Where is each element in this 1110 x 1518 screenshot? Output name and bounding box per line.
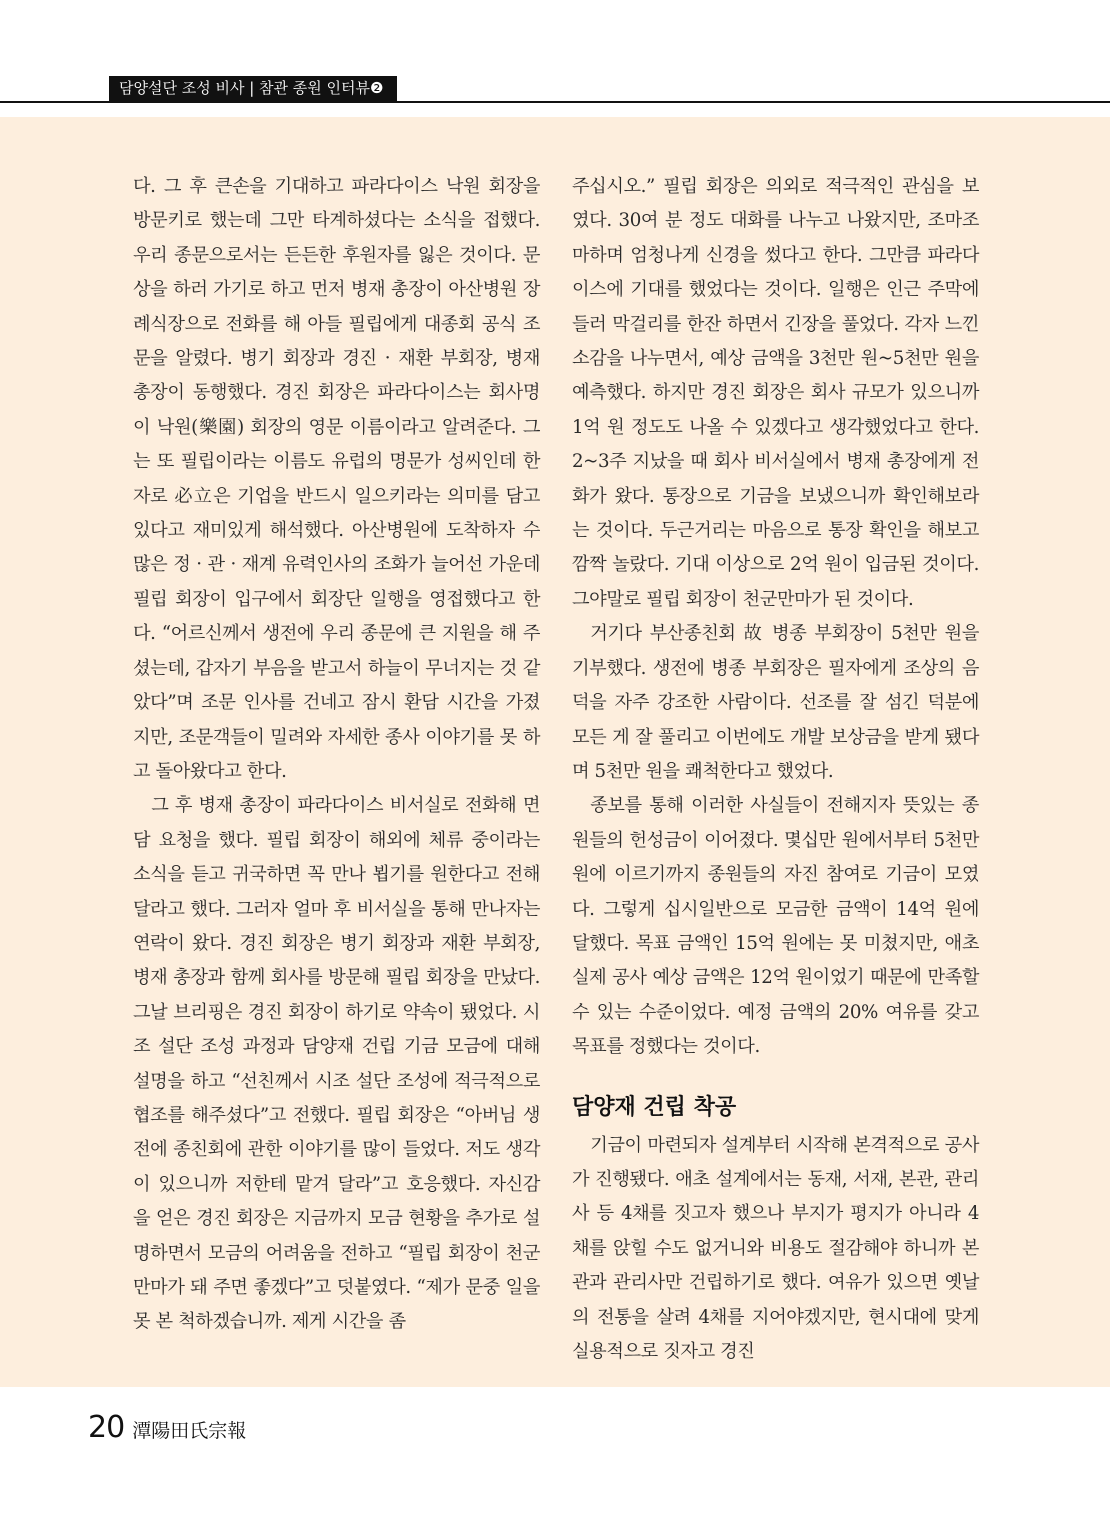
header-rule <box>0 101 1110 103</box>
paragraph: 거기다 부산종친회 故 병종 부회장이 5천만 원을 기부했다. 생전에 병종 부회장은 필자에게 조상의 음덕을 자주 강조한 사람이다. 선조를 잘 섬긴 덕분에 모든 게 잘 풀리고 이번에도 개발 보상금을 받게 됐다며 5천만 원을 쾌척한다고 했었다. <box>572 623 979 782</box>
section-heading: 담양재 건립 착공 <box>572 1094 737 1120</box>
paragraph: 그 후 병재 총장이 파라다이스 비서실로 전화해 면담 요청을 했다. 필립 회장이 해외에 체류 중이라는 소식을 듣고 귀국하면 꼭 만나 뵙기를 원한다고 전해 달라고 했다. 그러자 얼마 후 비서실을 통해 만나자는 연락이 왔다. 경진 회장은 병기 회장과 재환 부회장, 병재 총장과 함께 회사를 방문해 필립 회장을 만났다. 그날 브리핑은 경진 회장이 하기로 약속이 됐었다. 시조 설단 조성 과정과 담양재 건립 기금 모금에 대해 설명을 하고 “선친께서 시조 설단 조성에 적극적으로 협조를 해주셨다”고 전했다. 필립 회장은 “아버님 생전에 종친회에 관한 이야기를 많이 들었다. 저도 생각이 있으니까 저한테 맡겨 달라”고 호응했다. 자신감을 얻은 경진 회장은 지금까지 모금 현황을 추가로 설명하면서 모금의 어려움을 전하고 “필립 회장이 천군만마가 돼 주면 좋겠다”고 덧붙였다. “제가 문중 일을 못 본 척하겠습니까. 제게 시간을 좀 <box>133 795 540 1333</box>
right-column <box>572 170 979 1369</box>
page-footer <box>88 1410 246 1454</box>
paragraph: 기금이 마련되자 설계부터 시작해 본격적으로 공사가 진행됐다. 애초 설계에서는 동재, 서재, 본관, 관리사 등 4채를 짓고자 했으나 부지가 평지가 아니라 4채를 앉힐 수도 없거니와 비용도 절감해야 하니까 본관과 관리사만 건립하기로 했다. 여유가 있으면 옛날의 전통을 살려 4채를 지어야겠지만, 현시대에 맞게 실용적으로 짓자고 경진 <box>572 1134 979 1362</box>
paragraph: 다. 그 후 큰손을 기대하고 파라다이스 낙원 회장을 방문키로 했는데 그만 타계하셨다는 소식을 접했다. 우리 종문으로서는 든든한 후원자를 잃은 것이다. 문상을 하러 가기로 하고 먼저 병재 총장이 아산병원 장례식장으로 전화를 해 아들 필립에게 대종회 공식 조문을 알렸다. 병기 회장과 경진 · 재환 부회장, 병재 총장이 동행했다. 경진 회장은 파라다이스는 회사명이 낙원(樂園) 회장의 영문 이름이라고 알려준다. 그는 또 필립이라는 이름도 유럽의 명문가 성씨인데 한자로 必立은 기업을 반드시 일으키라는 의미를 담고 있다고 재미있게 해석했다. 아산병원에 도착하자 수많은 정 · 관 · 재계 유력인사의 조화가 늘어선 가운데 필립 회장이 입구에서 회장단 일행을 영접했다고 한다. “어르신께서 생전에 우리 종문에 큰 지원을 해 주셨는데, 갑자기 부음을 받고서 하늘이 무너지는 것 같았다”며 조문 인사를 건네고 잠시 환담 시간을 가졌지만, 조문객들이 밀려와 자세한 종사 이야기를 못 하고 돌아왔다고 한다. <box>133 176 540 782</box>
page-number: 20 <box>88 1410 125 1445</box>
paragraph: 종보를 통해 이러한 사실들이 전해지자 뜻있는 종원들의 헌성금이 이어졌다. 몇십만 원에서부터 5천만 원에 이르기까지 종원들의 자진 참여로 기금이 모였다. 그렇게 십시일반으로 모금한 금액이 14억 원에 달했다. 목표 금액인 15억 원에는 못 미쳤지만, 애초 실제 공사 예상 금액은 12억 원이었기 때문에 만족할 수 있는 수준이었다. 예정 금액의 20% 여유를 갖고 목표를 정했다는 것이다. <box>572 795 979 1058</box>
publication-name: 潭陽田氏宗報 <box>132 1420 247 1442</box>
paragraph: 주십시오.” 필립 회장은 의외로 적극적인 관심을 보였다. 30여 분 정도 대화를 나누고 나왔지만, 조마조마하며 엄청나게 신경을 썼다고 한다. 그만큼 파라다이스에 기대를 했었다는 것이다. 일행은 인근 주막에 들러 막걸리를 한잔 하면서 긴장을 풀었다. 각자 느낀 소감을 나누면서, 예상 금액을 3천만 원~5천만 원을 예측했다. 하지만 경진 회장은 회사 규모가 있으니까 1억 원 정도도 나올 수 있겠다고 생각했었다고 한다. 2~3주 지났을 때 회사 비서실에서 병재 총장에게 전화가 왔다. 통장으로 기금을 보냈으니까 확인해보라는 것이다. 두근거리는 마음으로 통장 확인을 해보고 깜짝 놀랐다. 기대 이상으로 2억 원이 입금된 것이다. 그야말로 필립 회장이 천군만마가 된 것이다. <box>572 176 979 610</box>
left-column <box>133 170 540 1340</box>
section-header-tab <box>109 76 397 101</box>
section-label: 담양설단 조성 비사 | 참관 종원 인터뷰❷ <box>119 79 384 97</box>
